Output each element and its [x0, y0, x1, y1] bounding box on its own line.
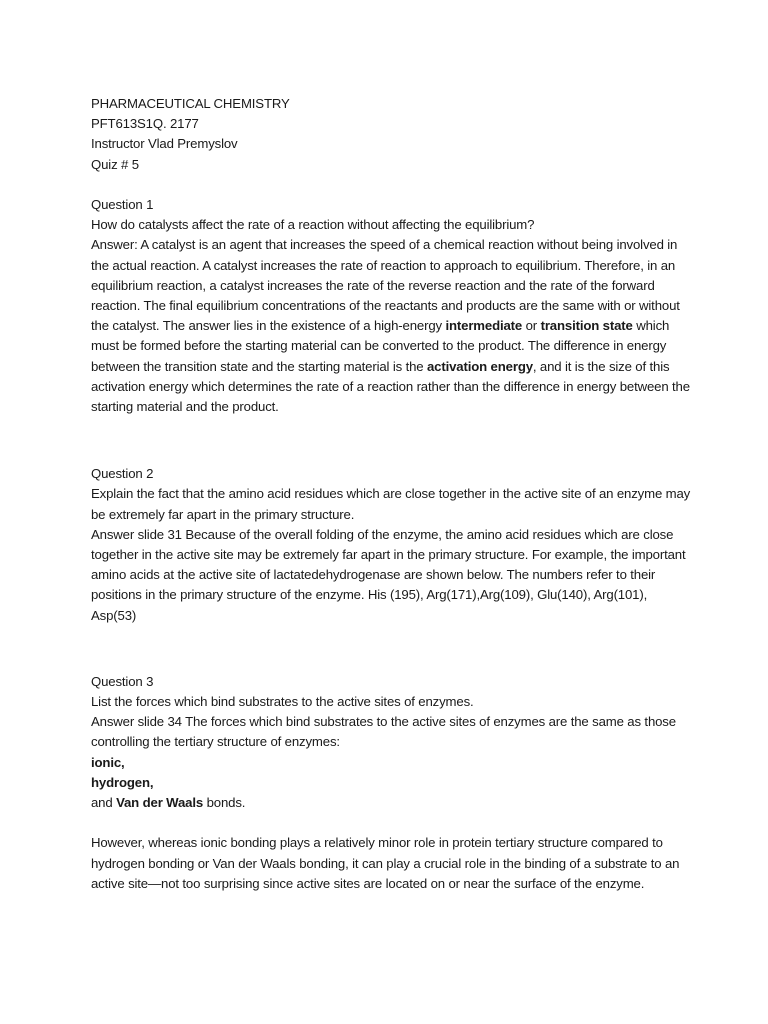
term-activation-energy: activation energy: [426, 358, 533, 374]
document-body: [91, 94, 691, 894]
question-1-title: Question 1: [91, 197, 154, 212]
term-intermediate: intermediate: [445, 318, 523, 334]
course-code: PFT613S1Q. 2177: [91, 116, 199, 132]
spacer: [91, 626, 691, 672]
term-transition-state: transition state: [540, 318, 633, 334]
question-3-answer: Answer slide 34 The forces which bind substrates to the active sites of enzymes are the same as those controlling the tertiary structure of enzymes:: [91, 714, 676, 750]
question-3-title: Question 3: [91, 673, 154, 689]
question-1-answer: [91, 235, 691, 417]
instructor-name: Instructor Vlad Premyslov: [91, 136, 238, 152]
force-van-der-waals: and Van der Waals bonds.: [91, 795, 246, 811]
question-1-text: How do catalysts affect the rate of a reaction without affecting the equilibrium?: [91, 217, 535, 233]
quiz-number: Quiz # 5: [91, 156, 139, 172]
question-3-paragraph: However, whereas ionic bonding plays a relatively minor role in protein tertiary structure compared to hydrogen bonding or Van der Waals bonding, it can play a crucial role in the binding of a substrate to an active site—not too surprising since active sites are located on or near the surface of the enzyme.: [91, 835, 680, 891]
answer-text: , and it is the size of this activation energy which determines the rate of a reaction rather than the difference in energy between the starting material and the product.: [91, 358, 690, 415]
force-ionic: ionic,: [91, 754, 125, 770]
force-hydrogen: hydrogen,: [91, 774, 154, 790]
spacer: [91, 175, 691, 195]
course-title: PHARMACEUTICAL CHEMISTRY: [91, 96, 290, 111]
spacer: [91, 813, 691, 833]
spacer: [91, 417, 691, 464]
question-2-answer: Answer slide 31 Because of the overall folding of the enzyme, the amino acid residues which are close together in the active site may be extremely far apart in the primary structure. For example, the important amino acids at the active site of lactatedehydrogenase are shown below. The numbers refer to their positions in the primary structure of the enzyme. His (195), Arg(171),Arg(109), Glu(140), Arg(101), Asp(53): [91, 526, 686, 623]
question-2-title: Question 2: [91, 466, 154, 482]
question-3-text: List the forces which bind substrates to the active sites of enzymes.: [91, 694, 474, 710]
answer-text: Answer: A catalyst is an agent that increases the speed of a chemical reaction without being involved in the actual reaction. A catalyst increases the rate of reaction to approach to equilibrium. Therefore, in an equilibrium reaction, a catalyst increases the rate of the reverse reaction and the rate of the forward reaction. The final equilibrium concentrations of the reactants and products are the same with or without the catalyst. The answer lies in the existence of a high-energy: [91, 237, 680, 334]
answer-text: which must be formed before the starting material can be converted to the product. The difference in energy between the transition state and the starting material is the: [91, 318, 670, 374]
question-2-text: Explain the fact that the amino acid residues which are close together in the active site of an enzyme may be extremely far apart in the primary structure.: [91, 486, 691, 522]
answer-text: or: [522, 318, 541, 334]
